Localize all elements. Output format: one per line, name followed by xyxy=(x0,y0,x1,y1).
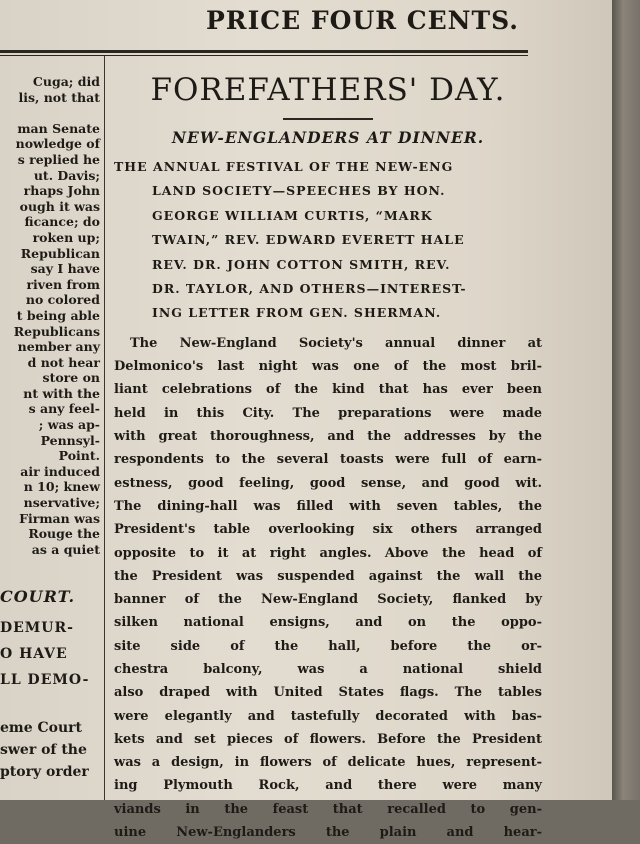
left-column xyxy=(0,74,100,783)
price-masthead: PRICE FOUR CENTS. xyxy=(206,6,520,35)
deck-line: GEORGE WILLIAM CURTIS, “MARK xyxy=(152,207,433,223)
left-column-line: t being able xyxy=(16,307,100,323)
left-column-line: n 10; knew xyxy=(23,479,100,495)
body-line: were elegantly and tastefully decorated with bas- xyxy=(114,708,542,724)
left-column-line: rhaps John xyxy=(23,183,100,199)
court-body-line: ptory order xyxy=(0,764,89,781)
court-subhead-line: LL DEMO- xyxy=(0,672,90,689)
page-edge-shadow xyxy=(612,0,640,800)
left-column-line: Republicans xyxy=(13,323,100,339)
left-column-line: s any feel- xyxy=(28,401,100,417)
left-column-line: nt with the xyxy=(23,385,100,401)
court-body-line: swer of the xyxy=(0,742,87,759)
left-column-line: ough it was xyxy=(19,198,100,214)
body-line: respondents to the several toasts were full of earn- xyxy=(114,452,542,468)
column-divider xyxy=(104,56,105,800)
body-line: Delmonico's last night was one of the most bril- xyxy=(114,359,542,375)
body-line: uine New-Englanders the plain and hear- xyxy=(114,825,542,841)
body-line: viands in the feast that recalled to gen- xyxy=(114,801,542,817)
body-line: was a design, in flowers of delicate hues, represent- xyxy=(114,755,542,771)
left-column-line: store on xyxy=(42,370,100,386)
left-column-line: ; was ap- xyxy=(38,417,100,433)
court-body-line: eme Court xyxy=(0,720,83,737)
court-heading: COURT. xyxy=(0,587,76,607)
left-column-line: s replied he xyxy=(17,151,100,167)
body-line: The New-England Society's annual dinner at xyxy=(130,335,542,351)
court-subhead-line: DEMUR- xyxy=(0,620,74,637)
article-subhead: NEW-ENGLANDERS AT DINNER. xyxy=(171,128,485,147)
left-column-line: air induced xyxy=(20,463,100,479)
left-column-line: riven from xyxy=(26,276,100,292)
masthead-rule xyxy=(0,50,528,53)
left-column-line: ut. Davis; xyxy=(33,167,100,183)
deck-line: THE ANNUAL FESTIVAL OF THE NEW-ENG xyxy=(114,159,454,174)
deck-line: REV. DR. JOHN COTTON SMITH, REV. xyxy=(152,256,451,272)
body-line: with great thoroughness, and the addresses by the xyxy=(114,429,542,445)
body-line: ing Plymouth Rock, and there were many xyxy=(114,778,542,794)
body-line: estness, good feeling, good sense, and good wit. xyxy=(114,475,542,491)
left-column-line: Rouge the xyxy=(28,526,100,542)
masthead-rule-thin xyxy=(0,55,528,56)
left-column-line: Cuga; did xyxy=(32,74,100,89)
left-column-line: roken up; xyxy=(32,229,100,245)
body-line: opposite to it at right angles. Above the head of xyxy=(114,545,542,561)
left-column-line: man Senate xyxy=(17,120,100,136)
left-column-line: ficance; do xyxy=(24,214,100,230)
left-column-line: no colored xyxy=(25,292,100,308)
left-column-line: nservative; xyxy=(23,495,100,511)
deck-line: TWAIN,” REV. EDWARD EVERETT HALE xyxy=(152,232,465,248)
left-column-line: Point. xyxy=(58,448,100,464)
article-headline: FOREFATHERS' DAY. xyxy=(150,72,506,108)
left-column-line: Republican xyxy=(20,245,100,261)
body-line: liant celebrations of the kind that has ever been xyxy=(114,382,542,398)
left-column-line: lis, not that xyxy=(18,89,100,105)
left-column-line: Pennsyl- xyxy=(40,432,100,448)
left-column-line: nember any xyxy=(17,339,100,355)
left-column-line xyxy=(0,105,100,121)
court-gap xyxy=(0,693,100,717)
body-line: the President was suspended against the wall the xyxy=(114,568,542,584)
body-line: chestra balcony, was a national shield xyxy=(114,662,542,677)
court-subhead-line: O HAVE xyxy=(0,646,68,663)
body-line: silken national ensigns, and on the oppo- xyxy=(114,615,542,631)
body-line: banner of the New-England Society, flanked by xyxy=(114,592,542,608)
body-line: also draped with United States flags. The tables xyxy=(114,685,542,701)
left-column-line: d not hear xyxy=(27,354,100,370)
left-column-line: Firman was xyxy=(19,510,100,526)
body-line: kets and set pieces of flowers. Before the President xyxy=(114,731,542,747)
article-deck xyxy=(114,155,542,326)
body-line: The dining-hall was filled with seven tables, the xyxy=(114,498,542,514)
article-column xyxy=(114,62,542,844)
left-column-line: nowledge of xyxy=(15,136,100,152)
deck-line: ING LETTER FROM GEN. SHERMAN. xyxy=(152,305,442,321)
deck-line: LAND SOCIETY—SPEECHES BY HON. xyxy=(152,183,446,199)
body-line: site side of the hall, before the or- xyxy=(114,638,542,654)
headline-divider xyxy=(283,118,373,120)
body-line: held in this City. The preparations were made xyxy=(114,405,542,421)
left-column-line: as a quiet xyxy=(31,541,100,557)
article-body xyxy=(114,332,542,844)
body-line: President's table overlooking six others arranged xyxy=(114,522,542,538)
left-column-line: say I have xyxy=(30,261,100,277)
deck-line: DR. TAYLOR, AND OTHERS—INTEREST- xyxy=(152,281,467,297)
